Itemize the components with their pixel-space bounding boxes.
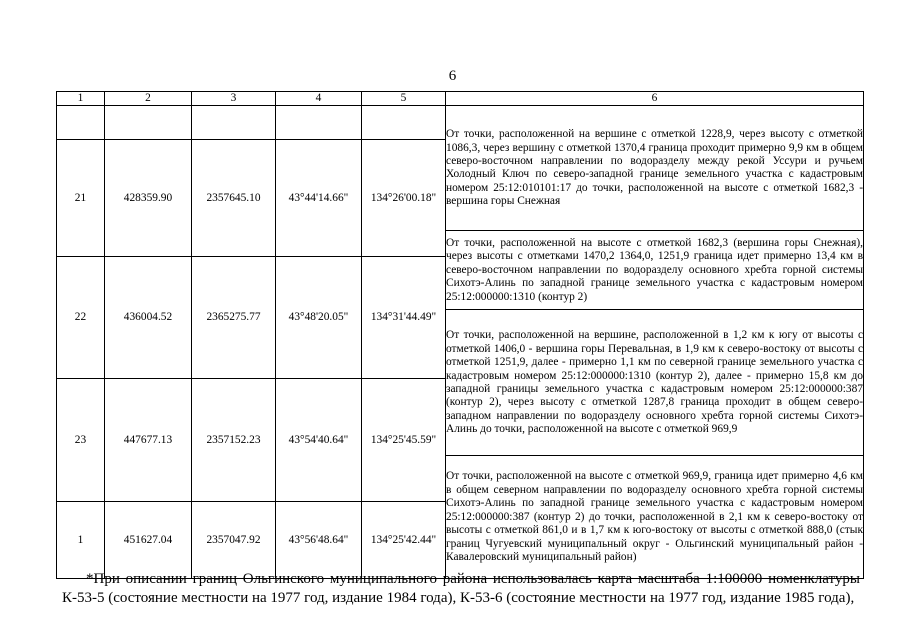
point-x: 447677.13 [105,379,192,502]
point-latitude: 43°56'48.64" [276,502,362,579]
point-x: 436004.52 [105,257,192,379]
column-header-4: 4 [276,92,362,106]
column-header-1: 1 [57,92,105,106]
point-y: 2357047.92 [192,502,276,579]
point-longitude: 134°26'00.18" [362,140,446,257]
boundary-description: От точки, расположенной на вершине, расположенной в 1,2 км к югу от высоты с отметкой 1406,0 - вершина горы Перевальная, в 1,9 км к северо-востоку от высоты с отметкой 1251,9, далее - примерно 1,1 км по северной границе земельного участка с кадастровым номером 25:12:000000:1310 (контур 2), далее - примерно 15,8 км до западной границы земельного участка с кадастровым номером 25:12:000000:387 (контур 2), через высоту с отметкой 1287,8 граница проходит в общем северо-западном направлении по водоразделу основного хребта горной системы Сихотэ-Алинь до точки, расположенной на высоте с отметкой 969,9 [446,310,864,456]
table-header-row [57,92,864,106]
column-header-2: 2 [105,92,192,106]
point-x: 428359.90 [105,140,192,257]
point-longitude: 134°31'44.49" [362,257,446,379]
boundary-description: От точки, расположенной на вершине с отметкой 1228,9, через высоту с отметкой 1086,3, через вершину с отметкой 1370,4 граница проходит примерно 9,9 км в общем северо-восточном направлении по водоразделу между рекой Уссури и ручьем Холодный Ключ по северо-западной границе земельного участка с кадастровым номером 25:12:010101:17 до точки, расположенной на высоте с отметкой 1682,3 - вершина горы Снежная [446,106,864,231]
point-number: 22 [57,257,105,379]
table-row [57,106,864,140]
point-y: 2357152.23 [192,379,276,502]
point-latitude: 43°54'40.64" [276,379,362,502]
point-longitude: 134°25'42.44" [362,502,446,579]
point-number: 23 [57,379,105,502]
point-number: 21 [57,140,105,257]
point-number: 1 [57,502,105,579]
page-number: 6 [448,68,457,84]
footnote: *При описании границ Ольгинского муниципального района использовалась карта масштаба 1:100000 номенклатуры К-53-5 (состояние местности на 1977 год, издание 1984 года), К-53-6 (состояние местности на 1977 год, издание 1985 года), [62,571,860,606]
boundary-description: От точки, расположенной на высоте с отметкой 1682,3 (вершина горы Снежная), через высоты с отметками 1470,2 1364,0, 1251,9 граница идет примерно 13,4 км в северо-восточном направлении по водоразделу основного хребта горной системы Сихотэ-Алинь по западной границе земельного участка с кадастровым номером 25:12:000000:1310 (контур 2) [446,231,864,310]
point-y: 2365275.77 [192,257,276,379]
column-header-3: 3 [192,92,276,106]
point-x: 451627.04 [105,502,192,579]
point-y: 2357645.10 [192,140,276,257]
point-latitude: 43°48'20.05" [276,257,362,379]
boundary-description: От точки, расположенной на высоте с отметкой 969,9, граница идет примерно 4,6 км в общем северном направлении по водоразделу основного хребта горной системы Сихотэ-Алинь по западной границе земельного участка с кадастровым номером 25:12:000000:387 (контур 2) до точки, расположенной в 2,1 км к северо-востоку от высоты с отметкой 861,0 и в 1,7 км к юго-востоку от высоты с отметкой 888,0 (стык границ Чугуевский муниципальный округ - Ольгинский муниципальный район - Кавалеровский муниципальный район) [446,456,864,579]
boundary-points-table [56,91,864,579]
point-longitude: 134°25'45.59" [362,379,446,502]
point-latitude: 43°44'14.66" [276,140,362,257]
column-header-5: 5 [362,92,446,106]
column-header-6: 6 [446,92,864,106]
